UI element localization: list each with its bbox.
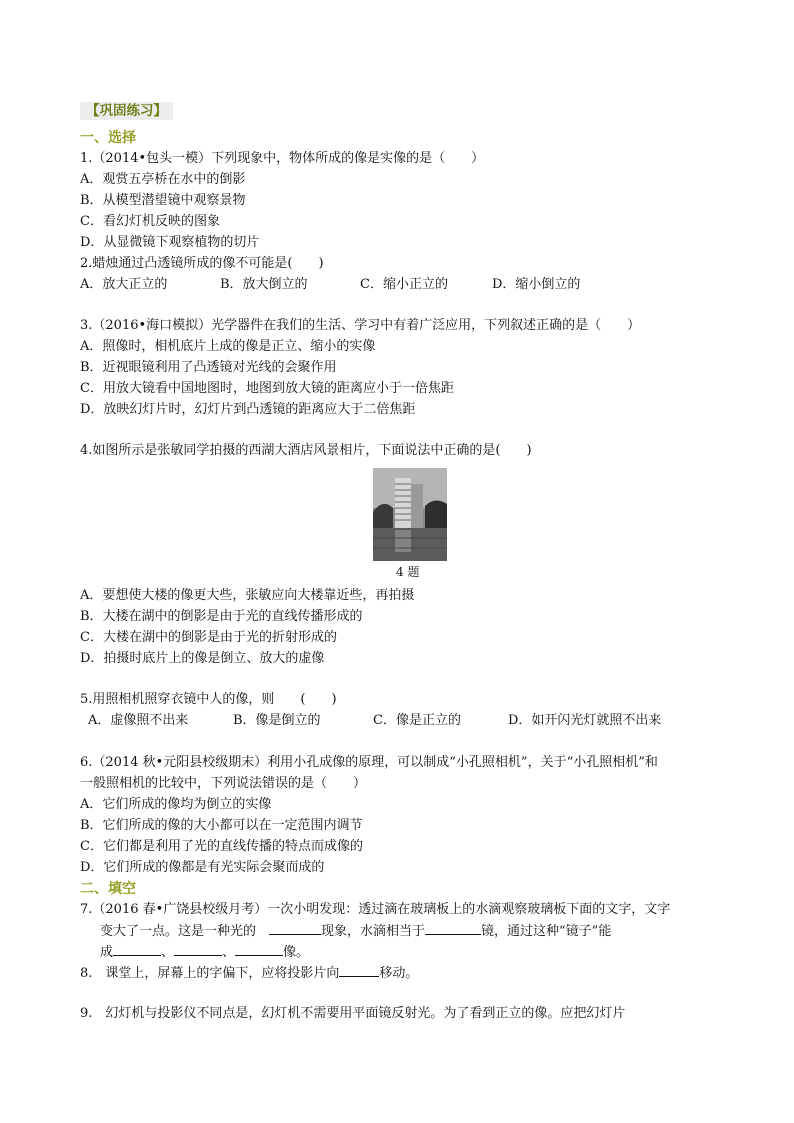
q4-option-b: B．大楼在湖中的倒影是由于光的直线传播形成的 bbox=[80, 609, 363, 624]
q5-option-a: A．虚像照不出来 bbox=[88, 713, 189, 728]
q6-option-b: B．它们所成的像的大小都可以在一定范围内调节 bbox=[80, 818, 363, 833]
q3-option-b: B．近视眼镜利用了凸透镜对光线的会聚作用 bbox=[80, 360, 337, 375]
q7-line1: 7.（2016 春•广饶县校级月考）一次小明发现：透过滴在玻璃板上的水滴观察玻璃板下面的文字，文字 bbox=[80, 902, 671, 917]
q7-blank-4[interactable] bbox=[174, 943, 222, 956]
q7-blank-1[interactable] bbox=[269, 922, 321, 935]
q7-line2-part2: 现象，水滴相当于 bbox=[321, 924, 426, 939]
q2-stem: 2.蜡烛通过凸透镜所成的像不可能是( ) bbox=[80, 256, 324, 271]
q9-line: 9. 幻灯机与投影仪不同点是，幻灯机不需要用平面镜反射光。为了看到正立的像。应把幻灯片 bbox=[80, 1006, 626, 1021]
q8-part1: 8. 课堂上，屏幕上的字偏下，应将投影片向 bbox=[80, 966, 340, 981]
hotel-photo-figure bbox=[373, 468, 447, 561]
q6-option-d: D．它们所成的像都是有光实际会聚而成的 bbox=[80, 860, 325, 875]
q7-blank-5[interactable] bbox=[235, 943, 283, 956]
q1-option-a: A．观赏五亭桥在水中的倒影 bbox=[80, 172, 246, 187]
q7-line3 bbox=[100, 943, 309, 962]
q4-stem: 4.如图所示是张敏同学拍摄的西湖大酒店风景相片，下面说法中正确的是( ) bbox=[80, 443, 532, 458]
q5-stem: 5.用照相机照穿衣镜中人的像，则 ( ) bbox=[80, 692, 337, 707]
q4-option-a: A．要想使大楼的像更大些，张敏应向大楼靠近些，再拍摄 bbox=[80, 588, 415, 603]
q3-option-c: C．用放大镜看中国地图时，地图到放大镜的距离应小于一倍焦距 bbox=[80, 381, 454, 396]
q7-line2 bbox=[100, 922, 611, 941]
q2-options bbox=[80, 276, 700, 294]
q7-blank-3[interactable] bbox=[113, 943, 161, 956]
q2-option-d: D．缩小倒立的 bbox=[492, 277, 581, 292]
q7-blank-2[interactable] bbox=[425, 922, 481, 935]
hotel-photo-image bbox=[373, 468, 447, 561]
q1-option-b: B．从模型潜望镜中观察景物 bbox=[80, 193, 246, 208]
q1-option-d: D．从显微镜下观察植物的切片 bbox=[80, 235, 260, 250]
q8-part2: 移动。 bbox=[379, 966, 419, 981]
q1-option-c: C．看幻灯机反映的图象 bbox=[80, 214, 220, 229]
q7-line3-sep2: 、 bbox=[222, 945, 236, 960]
q7-line3-sep1: 、 bbox=[161, 945, 175, 960]
q3-option-d: D．放映幻灯片时，幻灯片到凸透镜的距离应大于二倍焦距 bbox=[80, 402, 416, 417]
q6-stem-line1: 6.（2014 秋•元阳县校级期末）利用小孔成像的原理，可以制成“小孔照相机”，关于“小孔照相机”和 bbox=[80, 755, 658, 770]
q5-option-b: B．像是倒立的 bbox=[233, 713, 321, 728]
q3-stem: 3.（2016•海口模拟）光学器件在我们的生活、学习中有着广泛应用，下列叙述正确的是（ ） bbox=[80, 318, 641, 333]
q6-option-c: C．它们都是利用了光的直线传播的特点而成像的 bbox=[80, 839, 363, 854]
q6-stem-line2: 一般照相机的比较中，下列说法错误的是（ ） bbox=[80, 776, 367, 791]
figure-caption: 4 题 bbox=[396, 565, 420, 579]
q2-option-a: A．放大正立的 bbox=[80, 277, 168, 292]
part2-title: 二、填空 bbox=[80, 881, 136, 897]
q7-line2-part1: 变大了一点。这是一种光的 bbox=[100, 924, 270, 939]
q7-line2-part3: 镜，通过这种“镜子”能 bbox=[481, 924, 612, 939]
q2-option-c: C．缩小正立的 bbox=[360, 277, 448, 292]
q1-stem: 1.（2014•包头一模）下列现象中，物体所成的像是实像的是（ ） bbox=[80, 151, 485, 166]
q8-line bbox=[80, 964, 418, 983]
q7-line3-part1: 成 bbox=[100, 945, 114, 960]
q7-line3-end: 像。 bbox=[283, 945, 310, 960]
q4-option-c: C．大楼在湖中的倒影是由于光的折射形成的 bbox=[80, 630, 337, 645]
section-title: 【巩固练习】 bbox=[80, 102, 173, 120]
q8-blank[interactable] bbox=[339, 964, 379, 977]
q4-option-d: D．拍摄时底片上的像是倒立、放大的虚像 bbox=[80, 651, 325, 666]
part1-title: 一、选择 bbox=[80, 130, 136, 146]
q5-options bbox=[88, 712, 708, 730]
q5-option-d: D．如开闪光灯就照不出来 bbox=[508, 713, 662, 728]
q5-option-c: C．像是正立的 bbox=[373, 713, 461, 728]
q6-option-a: A．它们所成的像均为倒立的实像 bbox=[80, 797, 272, 812]
q3-option-a: A．照像时，相机底片上成的像是正立、缩小的实像 bbox=[80, 339, 376, 354]
q2-option-b: B．放大倒立的 bbox=[220, 277, 308, 292]
